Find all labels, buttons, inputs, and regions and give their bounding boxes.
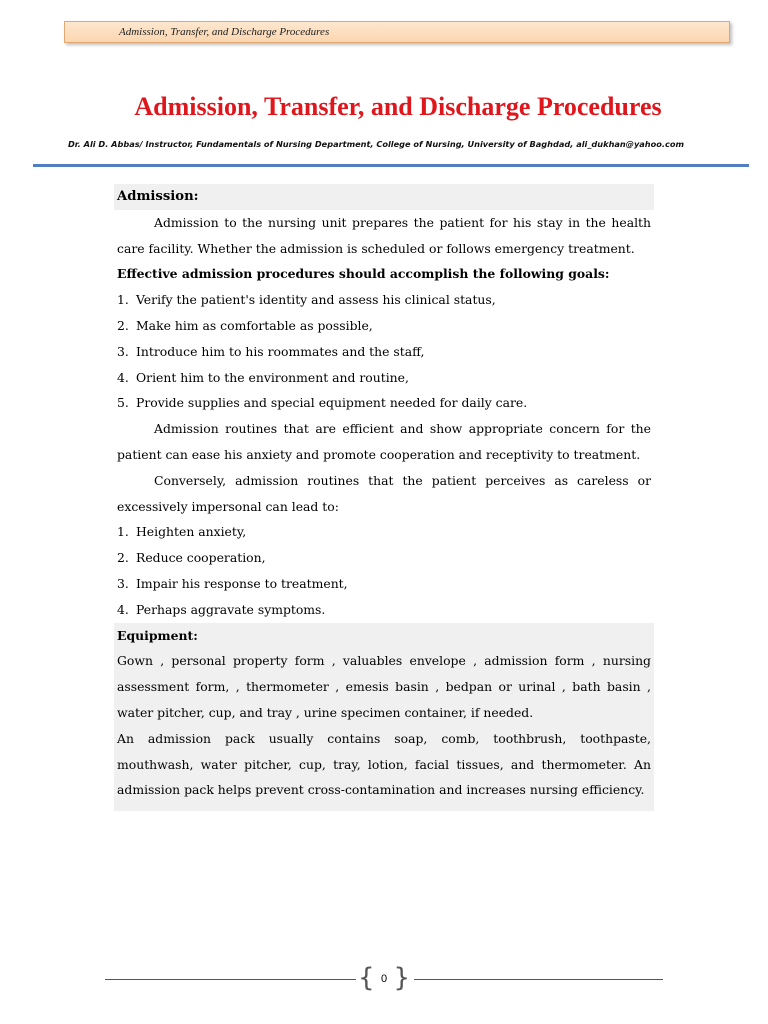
list-item: 4. Orient him to the environment and routine, bbox=[117, 369, 409, 385]
goals-heading: Effective admission procedures should accomplish the following goals: bbox=[117, 266, 610, 282]
author-line: Dr. Ali D. Abbas/ Instructor, Fundamentals of Nursing Department, College of Nursing, University of Baghdad, ali_dukhan@yahoo.com bbox=[67, 139, 685, 149]
document-title: Admission, Transfer, and Discharge Procedures bbox=[134, 92, 662, 121]
careless-routines-paragraph: Conversely, admission routines that the patient perceives as careless or excessively impersonal can lead to: bbox=[117, 472, 651, 514]
left-brace-icon: { bbox=[358, 963, 375, 993]
efficient-routines-paragraph: Admission routines that are efficient and show appropriate concern for the patient can ease his anxiety and promote cooperation and receptivity to treatment. bbox=[117, 421, 651, 462]
admission-pack-paragraph: An admission pack usually contains soap, comb, toothbrush, toothpaste, mouthwash, water pitcher, cup, tray, lotion, facial tissues, and thermometer. An admission pack helps prevent cross-contamination and increases nursing efficiency. bbox=[117, 730, 651, 798]
document-body bbox=[114, 184, 654, 811]
equipment-heading: Equipment: bbox=[117, 627, 198, 643]
list-item: 1. Heighten anxiety, bbox=[117, 524, 247, 540]
footer-rule-right bbox=[414, 979, 663, 980]
list-item: 4. Perhaps aggravate symptoms. bbox=[117, 601, 326, 617]
equipment-section bbox=[114, 623, 654, 812]
list-item: 2. Reduce cooperation, bbox=[117, 550, 266, 566]
equipment-list-paragraph: Gown , personal property form , valuables envelope , admission form , nursing assessment form, , thermometer , emesis basin , bedpan or urinal , bath basin , water pitcher, cup, and tray , urine specimen container, if needed. bbox=[117, 653, 651, 720]
running-header bbox=[64, 21, 730, 43]
list-item: 3. Impair his response to treatment, bbox=[117, 575, 348, 591]
footer-rule-left bbox=[105, 979, 356, 980]
running-header-title: Admission, Transfer, and Discharge Procedures bbox=[119, 26, 330, 38]
list-item: 1. Verify the patient's identity and assess his clinical status, bbox=[117, 292, 496, 308]
page-number: 0 bbox=[380, 973, 388, 985]
title-divider bbox=[33, 164, 749, 167]
admission-heading: Admission: bbox=[114, 184, 654, 210]
right-brace-icon: } bbox=[393, 963, 410, 993]
list-item: 5. Provide supplies and special equipment needed for daily care. bbox=[117, 395, 528, 411]
list-item: 2. Make him as comfortable as possible, bbox=[117, 317, 373, 333]
goals-list bbox=[114, 287, 654, 416]
consequences-list bbox=[114, 519, 654, 622]
admission-intro: Admission to the nursing unit prepares the patient for his stay in the health care facility. Whether the admission is scheduled or follows emergency treatment. bbox=[117, 214, 651, 256]
page-number-box bbox=[358, 963, 410, 994]
list-item: 3. Introduce him to his roommates and the staff, bbox=[117, 343, 425, 359]
